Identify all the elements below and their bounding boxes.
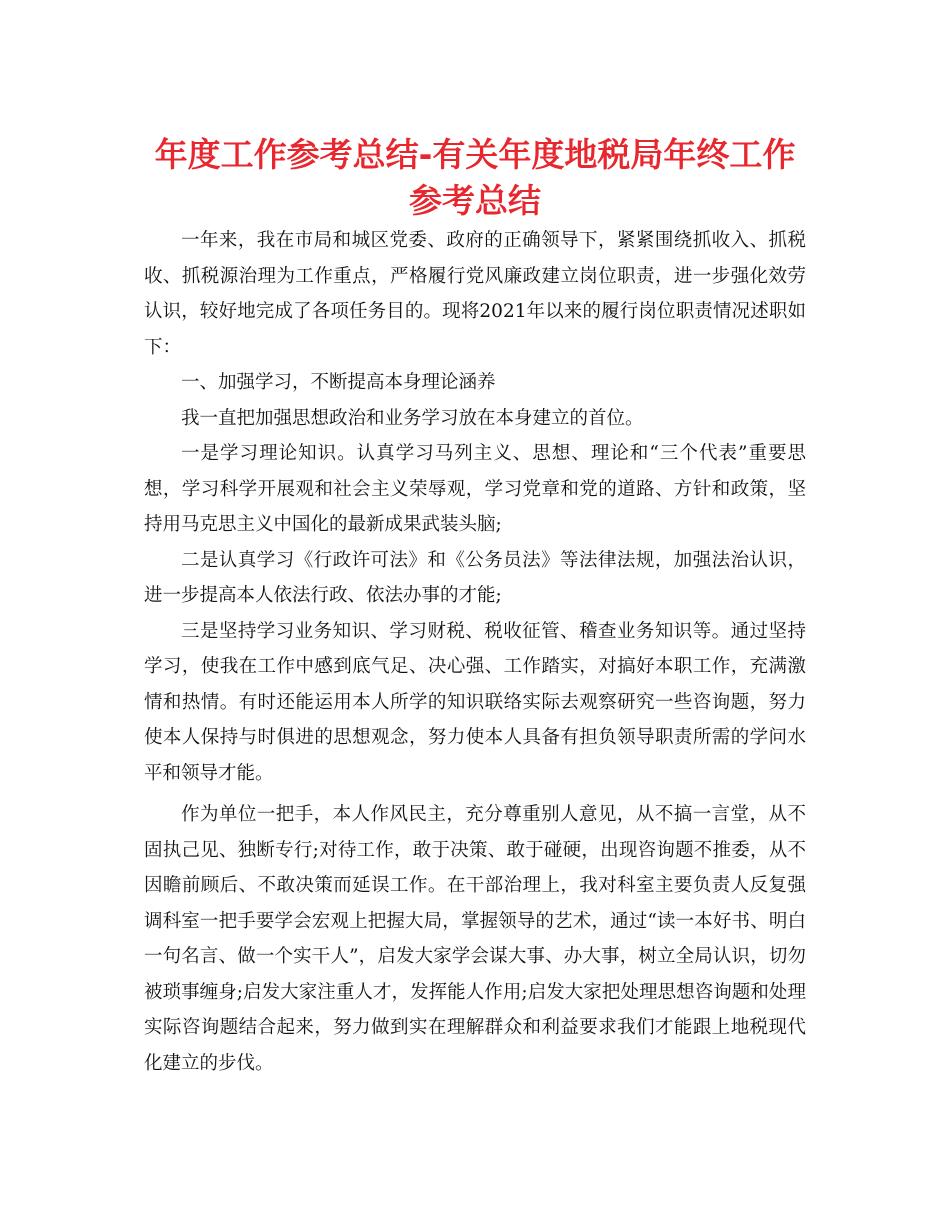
paragraph-intro: 一年来，我在市局和城区党委、政府的正确领导下，紧紧围绕抓收入、抓税收、抓税源治理为工作重点，严格履行党风廉政建立岗位职责，进一步强化效劳认识，较好地完成了各项任务目的。现将2021年以来的履行岗位职责情况述职如下： xyxy=(144,230,806,358)
paragraph: 三是坚持学习业务知识、学习财税、税收征管、稽查业务知识等。通过坚持学习，使我在工作中感到底气足、决心强、工作踏实，对搞好本职工作，充满激情和热情。有时还能运用本人所学的知识联络实际去观察研究一些咨询题，努力使本人保持与时俱进的思想观念，努力使本人具备有担负领导职责所需的学问水平和领导才能。 xyxy=(144,620,806,784)
section-heading-1: 一、加强学习，不断提高本身理论涵养 xyxy=(181,372,496,393)
paragraph: 一是学习理论知识。认真学习马列主义、思想、理论和“三个代表”重要思想，学习科学开展观和社会主义荣辱观，学习党章和党的道路、方针和政策，坚持用马克思主义中国化的最新成果武装头脑; xyxy=(144,443,806,535)
document-title: 年度工作参考总结-有关年度地税局年终工作参考总结 xyxy=(154,135,796,220)
paragraph: 我一直把加强思想政治和业务学习放在本身建立的首位。 xyxy=(181,407,644,429)
document-body xyxy=(144,223,806,1081)
paragraph: 作为单位一把手，本人作风民主，充分尊重别人意见，从不搞一言堂，从不固执己见、独断专行;对待工作，敢于决策、敢于碰硬，出现咨询题不推委，从不因瞻前顾后、不敢决策而延误工作。在干部治理上，我对科室主要负责人反复强调科室一把手要学会宏观上把握大局，掌握领导的艺术，通过“读一本好书、明白一句名言、做一个实干人”，启发大家学会谋大事、办大事，树立全局认识，切勿被琐事缠身;启发大家注重人才，发挥能人作用;启发大家把处理思想咨询题和处理实际咨询题结合起来，努力做到实在理解群众和利益要求我们才能跟上地税现代化建立的步伐。 xyxy=(144,804,806,1074)
paragraph: 二是认真学习《行政许可法》和《公务员法》等法律法规，加强法治认识，进一步提高本人依法行政、依法办事的才能; xyxy=(144,549,806,606)
